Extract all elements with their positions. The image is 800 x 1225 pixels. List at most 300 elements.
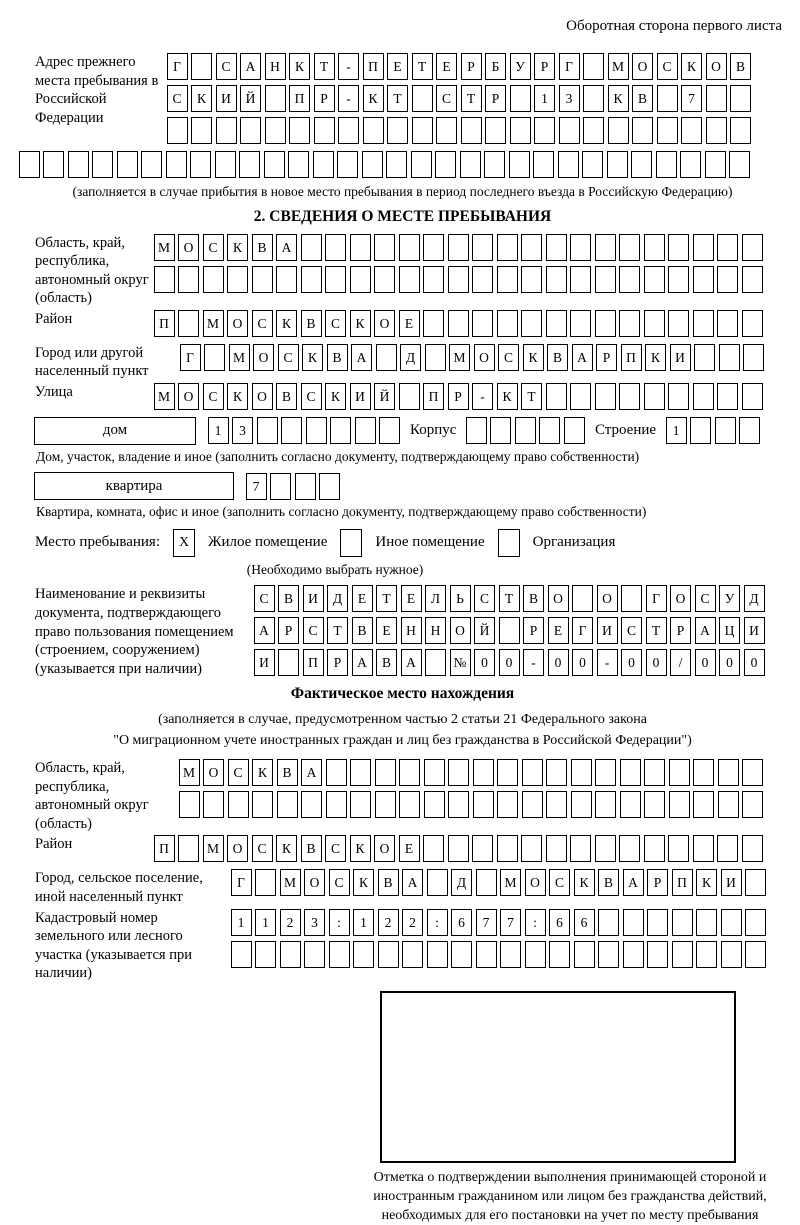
char-cell[interactable] — [461, 117, 482, 144]
char-cell[interactable]: 0 — [719, 649, 740, 676]
char-cell[interactable] — [204, 344, 225, 371]
char-cell[interactable]: Г — [646, 585, 667, 612]
char-cell[interactable]: 2 — [280, 909, 301, 936]
char-cell[interactable] — [521, 310, 542, 337]
char-cell[interactable] — [350, 266, 371, 293]
char-cell[interactable]: К — [696, 869, 717, 896]
char-cell[interactable]: Е — [399, 310, 420, 337]
char-cell[interactable] — [451, 941, 472, 968]
char-cell[interactable]: К — [325, 383, 346, 410]
char-cell[interactable]: К — [350, 310, 371, 337]
char-cell[interactable] — [374, 234, 395, 261]
char-cell[interactable]: П — [289, 85, 310, 112]
char-cell[interactable] — [509, 151, 530, 178]
char-cell[interactable] — [681, 117, 702, 144]
char-cell[interactable] — [472, 835, 493, 862]
char-cell[interactable] — [399, 383, 420, 410]
char-cell[interactable] — [521, 835, 542, 862]
char-cell[interactable] — [295, 473, 316, 500]
char-cell[interactable] — [742, 310, 763, 337]
char-cell[interactable] — [706, 117, 727, 144]
char-cell[interactable]: И — [254, 649, 275, 676]
char-cell[interactable]: В — [276, 383, 297, 410]
char-cell[interactable]: 7 — [500, 909, 521, 936]
char-cell[interactable] — [362, 151, 383, 178]
char-cell[interactable] — [191, 117, 212, 144]
char-cell[interactable]: И — [670, 344, 691, 371]
char-cell[interactable] — [595, 266, 616, 293]
char-cell[interactable]: А — [402, 869, 423, 896]
char-cell[interactable]: М — [229, 344, 250, 371]
char-cell[interactable] — [289, 117, 310, 144]
char-cell[interactable] — [598, 909, 619, 936]
char-cell[interactable] — [19, 151, 40, 178]
char-cell[interactable] — [644, 791, 665, 818]
char-cell[interactable] — [448, 759, 469, 786]
char-cell[interactable]: № — [450, 649, 471, 676]
char-cell[interactable]: М — [179, 759, 200, 786]
char-cell[interactable] — [693, 791, 714, 818]
char-cell[interactable]: П — [363, 53, 384, 80]
char-cell[interactable]: С — [621, 617, 642, 644]
char-cell[interactable] — [672, 941, 693, 968]
char-cell[interactable]: Р — [596, 344, 617, 371]
char-cell[interactable] — [729, 151, 750, 178]
char-cell[interactable] — [572, 585, 593, 612]
char-cell[interactable] — [330, 417, 351, 444]
char-cell[interactable] — [619, 234, 640, 261]
char-cell[interactable] — [228, 791, 249, 818]
char-cell[interactable]: 1 — [534, 85, 555, 112]
char-cell[interactable] — [277, 791, 298, 818]
char-cell[interactable] — [631, 151, 652, 178]
char-cell[interactable]: М — [500, 869, 521, 896]
char-cell[interactable] — [425, 344, 446, 371]
char-cell[interactable] — [718, 791, 739, 818]
char-cell[interactable] — [742, 791, 763, 818]
char-cell[interactable]: В — [277, 759, 298, 786]
char-cell[interactable] — [203, 791, 224, 818]
char-cell[interactable]: О — [632, 53, 653, 80]
char-cell[interactable]: 1 — [666, 417, 687, 444]
char-cell[interactable]: Р — [327, 649, 348, 676]
char-cell[interactable] — [533, 151, 554, 178]
char-cell[interactable] — [549, 941, 570, 968]
char-cell[interactable] — [252, 791, 273, 818]
char-cell[interactable]: В — [278, 585, 299, 612]
char-cell[interactable] — [717, 383, 738, 410]
char-cell[interactable] — [473, 791, 494, 818]
char-cell[interactable] — [265, 117, 286, 144]
char-cell[interactable]: 7 — [246, 473, 267, 500]
char-cell[interactable] — [476, 941, 497, 968]
char-cell[interactable] — [490, 417, 511, 444]
char-cell[interactable]: К — [574, 869, 595, 896]
char-cell[interactable] — [117, 151, 138, 178]
char-cell[interactable] — [558, 151, 579, 178]
char-cell[interactable]: А — [623, 869, 644, 896]
char-cell[interactable]: М — [449, 344, 470, 371]
char-cell[interactable] — [411, 151, 432, 178]
char-cell[interactable]: О — [548, 585, 569, 612]
char-cell[interactable] — [497, 266, 518, 293]
char-cell[interactable] — [363, 117, 384, 144]
char-cell[interactable] — [521, 266, 542, 293]
char-cell[interactable]: П — [423, 383, 444, 410]
char-cell[interactable]: П — [154, 835, 175, 862]
char-cell[interactable] — [745, 909, 766, 936]
char-cell[interactable]: 0 — [548, 649, 569, 676]
char-cell[interactable]: Н — [401, 617, 422, 644]
char-cell[interactable] — [693, 234, 714, 261]
char-cell[interactable]: М — [203, 310, 224, 337]
char-cell[interactable] — [668, 266, 689, 293]
char-cell[interactable] — [619, 835, 640, 862]
char-cell[interactable]: В — [301, 310, 322, 337]
char-cell[interactable] — [179, 791, 200, 818]
char-cell[interactable]: 2 — [402, 909, 423, 936]
char-cell[interactable] — [644, 835, 665, 862]
char-cell[interactable] — [281, 417, 302, 444]
char-cell[interactable] — [522, 759, 543, 786]
char-cell[interactable]: С — [325, 835, 346, 862]
char-cell[interactable] — [717, 266, 738, 293]
char-cell[interactable] — [484, 151, 505, 178]
char-cell[interactable] — [402, 941, 423, 968]
char-cell[interactable] — [620, 791, 641, 818]
char-cell[interactable]: Т — [327, 617, 348, 644]
char-cell[interactable]: О — [670, 585, 691, 612]
char-cell[interactable]: Ь — [450, 585, 471, 612]
char-cell[interactable] — [427, 941, 448, 968]
char-cell[interactable] — [497, 791, 518, 818]
char-cell[interactable]: Д — [400, 344, 421, 371]
char-cell[interactable] — [325, 266, 346, 293]
char-cell[interactable] — [693, 835, 714, 862]
char-cell[interactable]: Д — [327, 585, 348, 612]
char-cell[interactable] — [525, 941, 546, 968]
char-cell[interactable]: Г — [572, 617, 593, 644]
char-cell[interactable]: Е — [548, 617, 569, 644]
char-cell[interactable] — [719, 344, 740, 371]
char-cell[interactable]: У — [719, 585, 740, 612]
char-cell[interactable]: Р — [314, 85, 335, 112]
checkbox-organizatsiya[interactable] — [498, 529, 520, 557]
char-cell[interactable] — [435, 151, 456, 178]
char-cell[interactable]: О — [252, 383, 273, 410]
char-cell[interactable] — [619, 310, 640, 337]
char-cell[interactable]: В — [730, 53, 751, 80]
char-cell[interactable] — [399, 791, 420, 818]
char-cell[interactable]: 3 — [304, 909, 325, 936]
char-cell[interactable]: Ц — [719, 617, 740, 644]
char-cell[interactable] — [448, 310, 469, 337]
char-cell[interactable]: О — [178, 234, 199, 261]
char-cell[interactable] — [399, 234, 420, 261]
char-cell[interactable] — [632, 117, 653, 144]
char-cell[interactable] — [539, 417, 560, 444]
char-cell[interactable]: 7 — [476, 909, 497, 936]
char-cell[interactable]: П — [672, 869, 693, 896]
char-cell[interactable]: Е — [401, 585, 422, 612]
char-cell[interactable] — [742, 234, 763, 261]
char-cell[interactable] — [623, 941, 644, 968]
char-cell[interactable]: И — [597, 617, 618, 644]
char-cell[interactable]: К — [252, 759, 273, 786]
char-cell[interactable] — [574, 941, 595, 968]
char-cell[interactable] — [721, 909, 742, 936]
char-cell[interactable] — [497, 835, 518, 862]
char-cell[interactable] — [718, 759, 739, 786]
char-cell[interactable]: Р — [278, 617, 299, 644]
char-cell[interactable]: К — [227, 234, 248, 261]
char-cell[interactable] — [270, 473, 291, 500]
char-cell[interactable] — [669, 791, 690, 818]
char-cell[interactable] — [559, 117, 580, 144]
char-cell[interactable] — [546, 835, 567, 862]
char-cell[interactable] — [240, 117, 261, 144]
char-cell[interactable]: Д — [744, 585, 765, 612]
char-cell[interactable] — [276, 266, 297, 293]
char-cell[interactable] — [608, 117, 629, 144]
char-cell[interactable]: В — [327, 344, 348, 371]
char-cell[interactable]: Т — [387, 85, 408, 112]
char-cell[interactable]: О — [304, 869, 325, 896]
char-cell[interactable] — [301, 234, 322, 261]
char-cell[interactable] — [500, 941, 521, 968]
char-cell[interactable] — [647, 941, 668, 968]
char-cell[interactable]: А — [301, 759, 322, 786]
char-cell[interactable] — [607, 151, 628, 178]
char-cell[interactable]: В — [632, 85, 653, 112]
char-cell[interactable]: С — [549, 869, 570, 896]
char-cell[interactable]: К — [276, 310, 297, 337]
char-cell[interactable]: 0 — [499, 649, 520, 676]
char-cell[interactable] — [350, 759, 371, 786]
char-cell[interactable]: - — [597, 649, 618, 676]
char-cell[interactable]: - — [338, 53, 359, 80]
char-cell[interactable]: К — [350, 835, 371, 862]
char-cell[interactable]: И — [216, 85, 237, 112]
char-cell[interactable] — [717, 310, 738, 337]
char-cell[interactable] — [326, 759, 347, 786]
char-cell[interactable] — [499, 617, 520, 644]
char-cell[interactable] — [178, 266, 199, 293]
char-cell[interactable] — [436, 117, 457, 144]
char-cell[interactable] — [657, 85, 678, 112]
char-cell[interactable]: 6 — [574, 909, 595, 936]
char-cell[interactable]: М — [154, 234, 175, 261]
char-cell[interactable] — [379, 417, 400, 444]
char-cell[interactable]: : — [427, 909, 448, 936]
char-cell[interactable]: 0 — [744, 649, 765, 676]
char-cell[interactable]: Р — [461, 53, 482, 80]
char-cell[interactable]: : — [329, 909, 350, 936]
char-cell[interactable]: О — [178, 383, 199, 410]
char-cell[interactable]: Т — [376, 585, 397, 612]
char-cell[interactable] — [191, 53, 212, 80]
char-cell[interactable] — [644, 234, 665, 261]
char-cell[interactable] — [255, 869, 276, 896]
char-cell[interactable] — [472, 266, 493, 293]
char-cell[interactable] — [178, 310, 199, 337]
char-cell[interactable]: Й — [240, 85, 261, 112]
char-cell[interactable] — [571, 791, 592, 818]
char-cell[interactable]: 3 — [232, 417, 253, 444]
char-cell[interactable]: Г — [167, 53, 188, 80]
char-cell[interactable] — [423, 234, 444, 261]
char-cell[interactable] — [742, 266, 763, 293]
char-cell[interactable]: В — [523, 585, 544, 612]
char-cell[interactable] — [546, 310, 567, 337]
char-cell[interactable] — [715, 417, 736, 444]
char-cell[interactable] — [460, 151, 481, 178]
char-cell[interactable] — [621, 585, 642, 612]
char-cell[interactable]: Й — [374, 383, 395, 410]
char-cell[interactable] — [472, 310, 493, 337]
char-cell[interactable]: - — [472, 383, 493, 410]
char-cell[interactable] — [696, 941, 717, 968]
char-cell[interactable] — [497, 310, 518, 337]
char-cell[interactable] — [448, 835, 469, 862]
char-cell[interactable]: А — [572, 344, 593, 371]
char-cell[interactable] — [564, 417, 585, 444]
char-cell[interactable] — [473, 759, 494, 786]
char-cell[interactable] — [350, 791, 371, 818]
char-cell[interactable] — [582, 151, 603, 178]
char-cell[interactable]: 0 — [695, 649, 716, 676]
char-cell[interactable]: О — [374, 835, 395, 862]
char-cell[interactable] — [203, 266, 224, 293]
char-cell[interactable] — [239, 151, 260, 178]
char-cell[interactable]: К — [497, 383, 518, 410]
char-cell[interactable]: С — [228, 759, 249, 786]
char-cell[interactable] — [668, 383, 689, 410]
char-cell[interactable] — [338, 117, 359, 144]
char-cell[interactable] — [705, 151, 726, 178]
char-cell[interactable]: С — [329, 869, 350, 896]
char-cell[interactable]: 1 — [208, 417, 229, 444]
char-cell[interactable] — [374, 266, 395, 293]
char-cell[interactable]: Г — [231, 869, 252, 896]
char-cell[interactable] — [466, 417, 487, 444]
char-cell[interactable]: О — [597, 585, 618, 612]
char-cell[interactable]: В — [376, 649, 397, 676]
char-cell[interactable] — [423, 835, 444, 862]
char-cell[interactable] — [730, 117, 751, 144]
char-cell[interactable]: - — [523, 649, 544, 676]
char-cell[interactable]: И — [303, 585, 324, 612]
char-cell[interactable]: С — [254, 585, 275, 612]
char-cell[interactable] — [216, 117, 237, 144]
char-cell[interactable]: Т — [499, 585, 520, 612]
char-cell[interactable] — [534, 117, 555, 144]
char-cell[interactable] — [730, 85, 751, 112]
char-cell[interactable] — [570, 234, 591, 261]
char-cell[interactable] — [257, 417, 278, 444]
char-cell[interactable]: 0 — [621, 649, 642, 676]
char-cell[interactable] — [425, 649, 446, 676]
char-cell[interactable] — [656, 151, 677, 178]
char-cell[interactable] — [657, 117, 678, 144]
char-cell[interactable]: О — [227, 310, 248, 337]
char-cell[interactable]: О — [374, 310, 395, 337]
char-cell[interactable]: Г — [180, 344, 201, 371]
char-cell[interactable]: О — [706, 53, 727, 80]
char-cell[interactable] — [570, 310, 591, 337]
char-cell[interactable] — [423, 310, 444, 337]
char-cell[interactable] — [680, 151, 701, 178]
char-cell[interactable]: С — [167, 85, 188, 112]
char-cell[interactable]: И — [350, 383, 371, 410]
char-cell[interactable] — [288, 151, 309, 178]
char-cell[interactable] — [570, 266, 591, 293]
char-cell[interactable] — [472, 234, 493, 261]
char-cell[interactable] — [742, 759, 763, 786]
char-cell[interactable]: К — [681, 53, 702, 80]
char-cell[interactable]: К — [608, 85, 629, 112]
char-cell[interactable]: С — [657, 53, 678, 80]
char-cell[interactable]: А — [254, 617, 275, 644]
char-cell[interactable] — [546, 791, 567, 818]
char-cell[interactable]: П — [621, 344, 642, 371]
char-cell[interactable] — [231, 941, 252, 968]
char-cell[interactable]: 0 — [646, 649, 667, 676]
char-cell[interactable]: Г — [559, 53, 580, 80]
char-cell[interactable]: Д — [451, 869, 472, 896]
char-cell[interactable] — [427, 869, 448, 896]
char-cell[interactable] — [668, 310, 689, 337]
char-cell[interactable]: К — [523, 344, 544, 371]
char-cell[interactable]: С — [436, 85, 457, 112]
char-cell[interactable]: Н — [425, 617, 446, 644]
char-cell[interactable] — [721, 941, 742, 968]
char-cell[interactable] — [745, 869, 766, 896]
char-cell[interactable] — [717, 234, 738, 261]
char-cell[interactable] — [743, 344, 764, 371]
char-cell[interactable] — [255, 941, 276, 968]
char-cell[interactable] — [595, 835, 616, 862]
char-cell[interactable] — [424, 791, 445, 818]
char-cell[interactable] — [668, 234, 689, 261]
char-cell[interactable]: Е — [399, 835, 420, 862]
char-cell[interactable] — [693, 266, 714, 293]
char-cell[interactable] — [265, 85, 286, 112]
char-cell[interactable] — [252, 266, 273, 293]
char-cell[interactable]: М — [154, 383, 175, 410]
char-cell[interactable] — [595, 759, 616, 786]
char-cell[interactable]: С — [203, 234, 224, 261]
char-cell[interactable] — [399, 759, 420, 786]
char-cell[interactable]: Е — [376, 617, 397, 644]
char-cell[interactable] — [717, 835, 738, 862]
char-cell[interactable]: В — [301, 835, 322, 862]
char-cell[interactable] — [672, 909, 693, 936]
char-cell[interactable] — [742, 383, 763, 410]
char-cell[interactable]: М — [203, 835, 224, 862]
char-cell[interactable]: Е — [436, 53, 457, 80]
char-cell[interactable] — [375, 759, 396, 786]
char-cell[interactable] — [696, 909, 717, 936]
char-cell[interactable] — [424, 759, 445, 786]
char-cell[interactable] — [378, 941, 399, 968]
char-cell[interactable] — [619, 383, 640, 410]
char-cell[interactable] — [745, 941, 766, 968]
char-cell[interactable]: Б — [485, 53, 506, 80]
char-cell[interactable] — [375, 791, 396, 818]
char-cell[interactable]: С — [252, 310, 273, 337]
char-cell[interactable] — [570, 835, 591, 862]
